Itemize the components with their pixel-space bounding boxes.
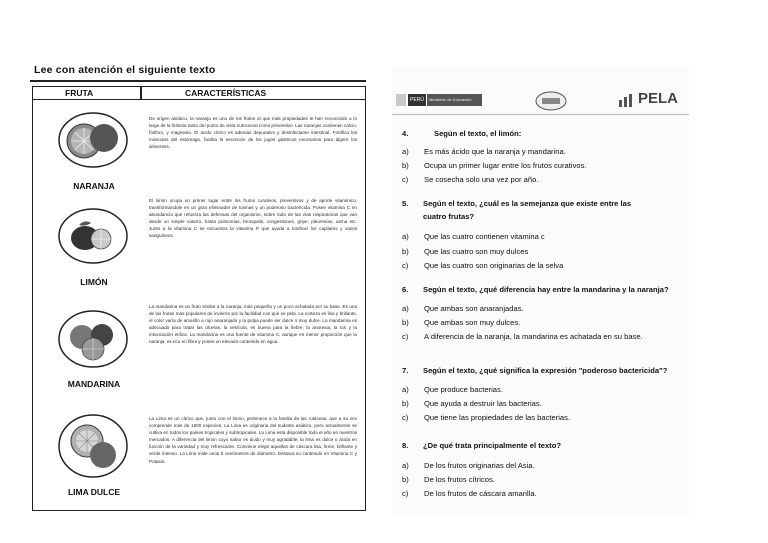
question-text: Según el texto, el limón: <box>434 129 522 138</box>
option-text: A diferencia de la naranja, la mandarina es achatada en su base. <box>424 332 643 341</box>
question-number: 5. <box>402 199 409 208</box>
mandarin-image <box>57 309 129 369</box>
option-text: Se cosecha solo una vez por año. <box>424 175 539 184</box>
header-divider <box>140 87 142 99</box>
option-label: c) <box>402 175 409 184</box>
option-5a <box>402 231 692 242</box>
question-7 <box>402 364 692 377</box>
pela-logo <box>618 90 688 110</box>
option-label: b) <box>402 475 409 484</box>
option-label: a) <box>402 232 409 241</box>
option-label: b) <box>402 161 409 170</box>
option-label: a) <box>402 461 409 470</box>
ministry-logo <box>396 94 482 106</box>
question-text: Según el texto, ¿qué diferencia hay entre la mandarina y la naranja? <box>423 285 669 294</box>
option-text: Es más ácido que la naranja y mandarina. <box>424 147 566 156</box>
table-header <box>33 87 365 100</box>
ministry-sublabel: Ministerio de Educación <box>427 94 482 106</box>
option-8c <box>402 488 692 499</box>
option-text: De los frutos de cáscara amarilla. <box>424 489 537 498</box>
question-number: 6. <box>402 285 409 294</box>
option-4a <box>402 146 692 157</box>
description-limon: El limón ocupa un primer lugar entre los frutos curativos, preventivos y de aporte vitamínico, transformándole en un gran eliminador de toxinas y un poderoso bactericida. Posee vitamina C en abundancia que refuerza las defensas del organismo, sobre todo de las vías respiratorias que van desde un simple catarro, hasta pulmonías, bronquitis, congestiones, gripe, pleuresías, asma etc. Junto a la vitamina C se encuentra la vitamina P que ayuda a tonificar los capilares y vasos sanguíneos. <box>149 198 357 239</box>
option-text: Que tiene las propiedades de las bacterias. <box>424 413 571 422</box>
option-7b <box>402 398 692 409</box>
question-8 <box>402 439 692 452</box>
pela-icon <box>618 92 636 108</box>
option-4b <box>402 160 692 171</box>
header-fruit: FRUTA <box>65 88 94 98</box>
description-mandarina: La mandarina es un fruto similar a la naranja, más pequeña y un poco achatada por su base. Es una de las frutas más populares de invierno por la facilidad con que se pela. La corteza es lisa y brillante, el color varía de amarillo a rojo anaranjado y la pulpa puede ser dulce o muy dulce. La mandarina es adecuada para tratar las úlceras, la vesícula, es buena para la fiebre, la anorexia, la tos y la intoxicación etílica. La mandarina es una fuente de vitamina C, aunque en menor proporción que la naranja, es rica en fibra y posee un elevado contenido en agua. <box>149 304 357 345</box>
option-5c <box>402 260 692 271</box>
fruit-name-limon: LIMÓN <box>80 277 108 287</box>
option-label: c) <box>402 332 409 341</box>
option-label: b) <box>402 399 409 408</box>
option-7a <box>402 384 692 395</box>
option-text: Que ayuda a destruir las bacterias. <box>424 399 542 408</box>
option-4c <box>402 174 692 185</box>
fruit-name-mandarina: MANDARINA <box>67 379 121 389</box>
question-text: Según el texto, ¿qué significa la expresión "poderoso bactericida"? <box>423 366 668 375</box>
fruit-table <box>32 86 366 511</box>
sweet-lime-image <box>57 413 129 479</box>
option-text: Que ambas son anaranjadas. <box>424 304 524 313</box>
question-6 <box>402 283 692 296</box>
header-characteristics: CARACTERÍSTICAS <box>185 88 267 98</box>
option-8a <box>402 460 692 471</box>
option-text: Que produce bacterias. <box>424 385 503 394</box>
description-lima-dulce: La Lima es un cítrico que, junto con el limón, pertenece a la familia de las rutáceas, que a su vez comprende más de 1600 especies. La Lima es originaria del sudeste asiático, pero actualmente se cultiva en todos los países tropicales y subtropicales. La Lima está disponible todo el año en nuestros mercados. A diferencia del limón cuyo sabor es ácido y muy agradable, la lima es dulce o ácida en función de la variedad y muy refrescante. Conviene elegir aquellas de cáscara lisa, firme, brillante y verde intenso. La Lima mide unos 5 centímetros de diámetro. Destaca su contenido en Vitamina C y Potasio. <box>149 416 357 464</box>
option-label: a) <box>402 304 409 313</box>
ministry-label: PERÚ <box>408 94 426 106</box>
option-text: Que las cuatro son originarias de la selva <box>424 261 564 270</box>
fruit-name-naranja: NARANJA <box>73 181 115 191</box>
option-text: Que ambas son muy dulces. <box>424 318 521 327</box>
option-8b <box>402 474 692 485</box>
option-6a <box>402 303 692 314</box>
question-number: 4. <box>402 129 409 138</box>
pela-text: PELA <box>638 90 679 107</box>
question-text: ¿De qué trata principalmente el texto? <box>423 441 561 450</box>
option-7c <box>402 412 692 423</box>
question-5 <box>402 197 692 223</box>
option-label: c) <box>402 261 409 270</box>
option-text: Que las cuatro contienen vitamina c <box>424 232 545 241</box>
instruction-heading: Lee con atención el siguiente texto <box>34 64 216 76</box>
option-label: a) <box>402 385 409 394</box>
option-label: a) <box>402 147 409 156</box>
option-label: b) <box>402 318 409 327</box>
lemon-image <box>57 207 129 265</box>
question-number: 8. <box>402 441 409 450</box>
heading-underline <box>30 80 366 82</box>
option-6b <box>402 317 692 328</box>
seal-icon <box>534 90 568 112</box>
question-4 <box>402 127 692 140</box>
question-text: Según el texto, ¿cuál es la semejanza que existe entre las cuatro frutas? <box>423 199 632 221</box>
option-5b <box>402 246 692 257</box>
option-text: Que las cuatro son muy dulces <box>424 247 529 256</box>
description-naranja: De origen asiático, la naranja es uno de los frutos al que más propiedades le han reconocido a lo largo de la historia tanto del punto de vista nutricional como preventivo. Las naranjas contienen calcio, fósforo, y magnesio. El ácido cítrico es además depurativo y desinfectante intestinal. Fortifica los músculos del estómago, facilita la secreción de los jugos gástricos necesarios para digerir los alimentos. <box>149 116 357 150</box>
option-text: De los frutos cítricos. <box>424 475 495 484</box>
option-label: c) <box>402 413 409 422</box>
header-divider-line <box>392 114 689 115</box>
option-label: c) <box>402 489 409 498</box>
option-text: Ocupa un primer lugar entre los frutos curativos. <box>424 161 587 170</box>
option-text: De los frutos originarias del Asia. <box>424 461 535 470</box>
option-6c <box>402 331 692 342</box>
question-number: 7. <box>402 366 409 375</box>
orange-image <box>57 111 129 169</box>
option-label: b) <box>402 247 409 256</box>
fruit-name-lima-dulce: LIMA DULCE <box>67 487 121 497</box>
